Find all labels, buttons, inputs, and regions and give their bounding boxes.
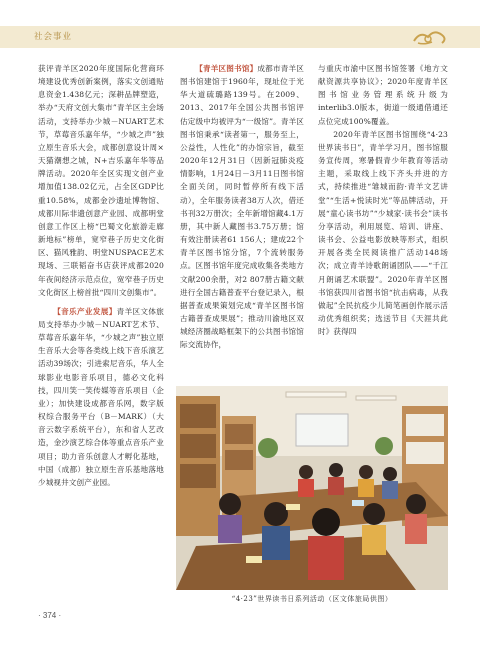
cloud-ornament-icon (412, 27, 448, 47)
reading-day-photo (176, 386, 448, 590)
music-industry-heading: 【音乐产业发展】 (53, 306, 117, 316)
page-number: · 374 · (38, 611, 62, 620)
column-3-paragraph-2: 2020年青羊区图书馆围绕“4·23世界读书日”，青羊学习月，图书馆服务宣传周，寒暑假青少年教育等活动主题，采取线上线下齐头并进的方式，持续推进“雏城而韵·青羊文艺讲堂”“生活+悦读时光”等品牌活动，开展“童心读书坊”“少城家·读书会”读书分享活动，利用展览、培训、讲座、读书会、公益电影放映等形式，组织开展各类全民阅读推广活动148场次；成立青羊诗歌朗诵团队——“千江月朗诵艺术联盟”。2020年青羊区图书馆获四川省图书馆“抗击病毒，从我做起”全民抗疫少儿简笔画创作展示活动优秀组织奖；选送节目《天涯共此时》获得四 (318, 129, 448, 337)
column-3 (318, 62, 448, 338)
column-2 (180, 62, 304, 351)
music-industry-text: 青羊区文体旅局支持举办少城－NUART艺术节、草莓音乐嘉年华，“少城之声”独立原生音乐大会等各类线上线下音乐演艺活动39场次；引进索尼音乐，华人全球影业电影音乐项目，德必文化科技，四川笑一笑传媒等音乐项目（企业）；加快建设成都音乐网，数字版权综合服务平台（B－MARK）（大音云数字系统平台），东和省人艺改造，金沙演艺综合体等重点音乐产业项目；助力音乐创意人才孵化基地，中国（成都）独立原生音乐基地落地少城视井文创产业园。 (38, 306, 164, 487)
column-1-paragraph-1: 获评青羊区2020年度国际化营商环境建设优秀创新案例，落实文创通贴息资金1.438亿元；深耕品牌塑造，举办“天府文创大集市”青羊区主会场活动，支持举办少城－NUART艺术节，草莓音乐嘉年华，“少城之声”独立原生音乐大会，成都创意设计周×天猫潮想之城，N+吉乐嘉年华等品牌活动。2020年全区实现文创产业增加值138.02亿元，占全区GDP比重10.58%，成都金沙遗址博物馆、成都川际非遗创意产业园、成都明堂创意工作区上榜“巴蜀文化旅游走廊新地标”榜单，宽窄巷子历史文化街区、猫风雅韵、明堂NUSPACE艺术现场、三联韬奋书店获评成都2020年夜间经济示范点位，宽窄巷子历史文化街区上榜首批“四川文创集市”。 (38, 64, 164, 297)
column-1 (38, 62, 164, 489)
library-paragraph (180, 62, 304, 351)
reading-room-illustration (176, 386, 448, 590)
library-text: 成都市青羊区图书馆建馆于1960年，现址位于光华大道硫璐路139号。在2009、2013、2017年全国公共图书馆评估定级中均被评为“一级馆”。青羊区图书馆秉承“读者第一，服务至上，公益性，人性化”的办馆宗旨，截至2020年12月31日（因新冠肺炎疫情影响，1月24日－3月11日图书馆全面关闭，同时暂停所有线下活动），全年服务读者38万人次，借还书刊32万册次；全年新增馆藏4.1万册，其中新人藏图书3.75万册；馆有效注册读者61 156人；建成22个青羊区图书馆分馆，7个流转服务点。区图书馆年度完成收集各类地方文献200余册，对2 807册古籍文献进行全国古籍普查平台登记录入，根据普查成果策划完成“青羊区图书馆古籍普查成果展”；推动川渝地区双城经济圈战略框架下的公共图书馆馆际交流协作， (180, 64, 304, 350)
photo-caption: “4·23”世界读书日系列活动（区文体旅局供图） (231, 595, 393, 603)
column-3-paragraph-1: 与重庆市渝中区图书馆签署《地方文献资源共享协议》；2020年度青羊区图书馆业务管理系统升级为interlib3.0版本，街道一级通借通还点位完成100%覆盖。 (318, 64, 448, 126)
library-heading: 【青羊区图书馆】 (195, 64, 258, 73)
section-title: 社会事业 (34, 31, 73, 41)
music-industry-paragraph (38, 305, 164, 489)
